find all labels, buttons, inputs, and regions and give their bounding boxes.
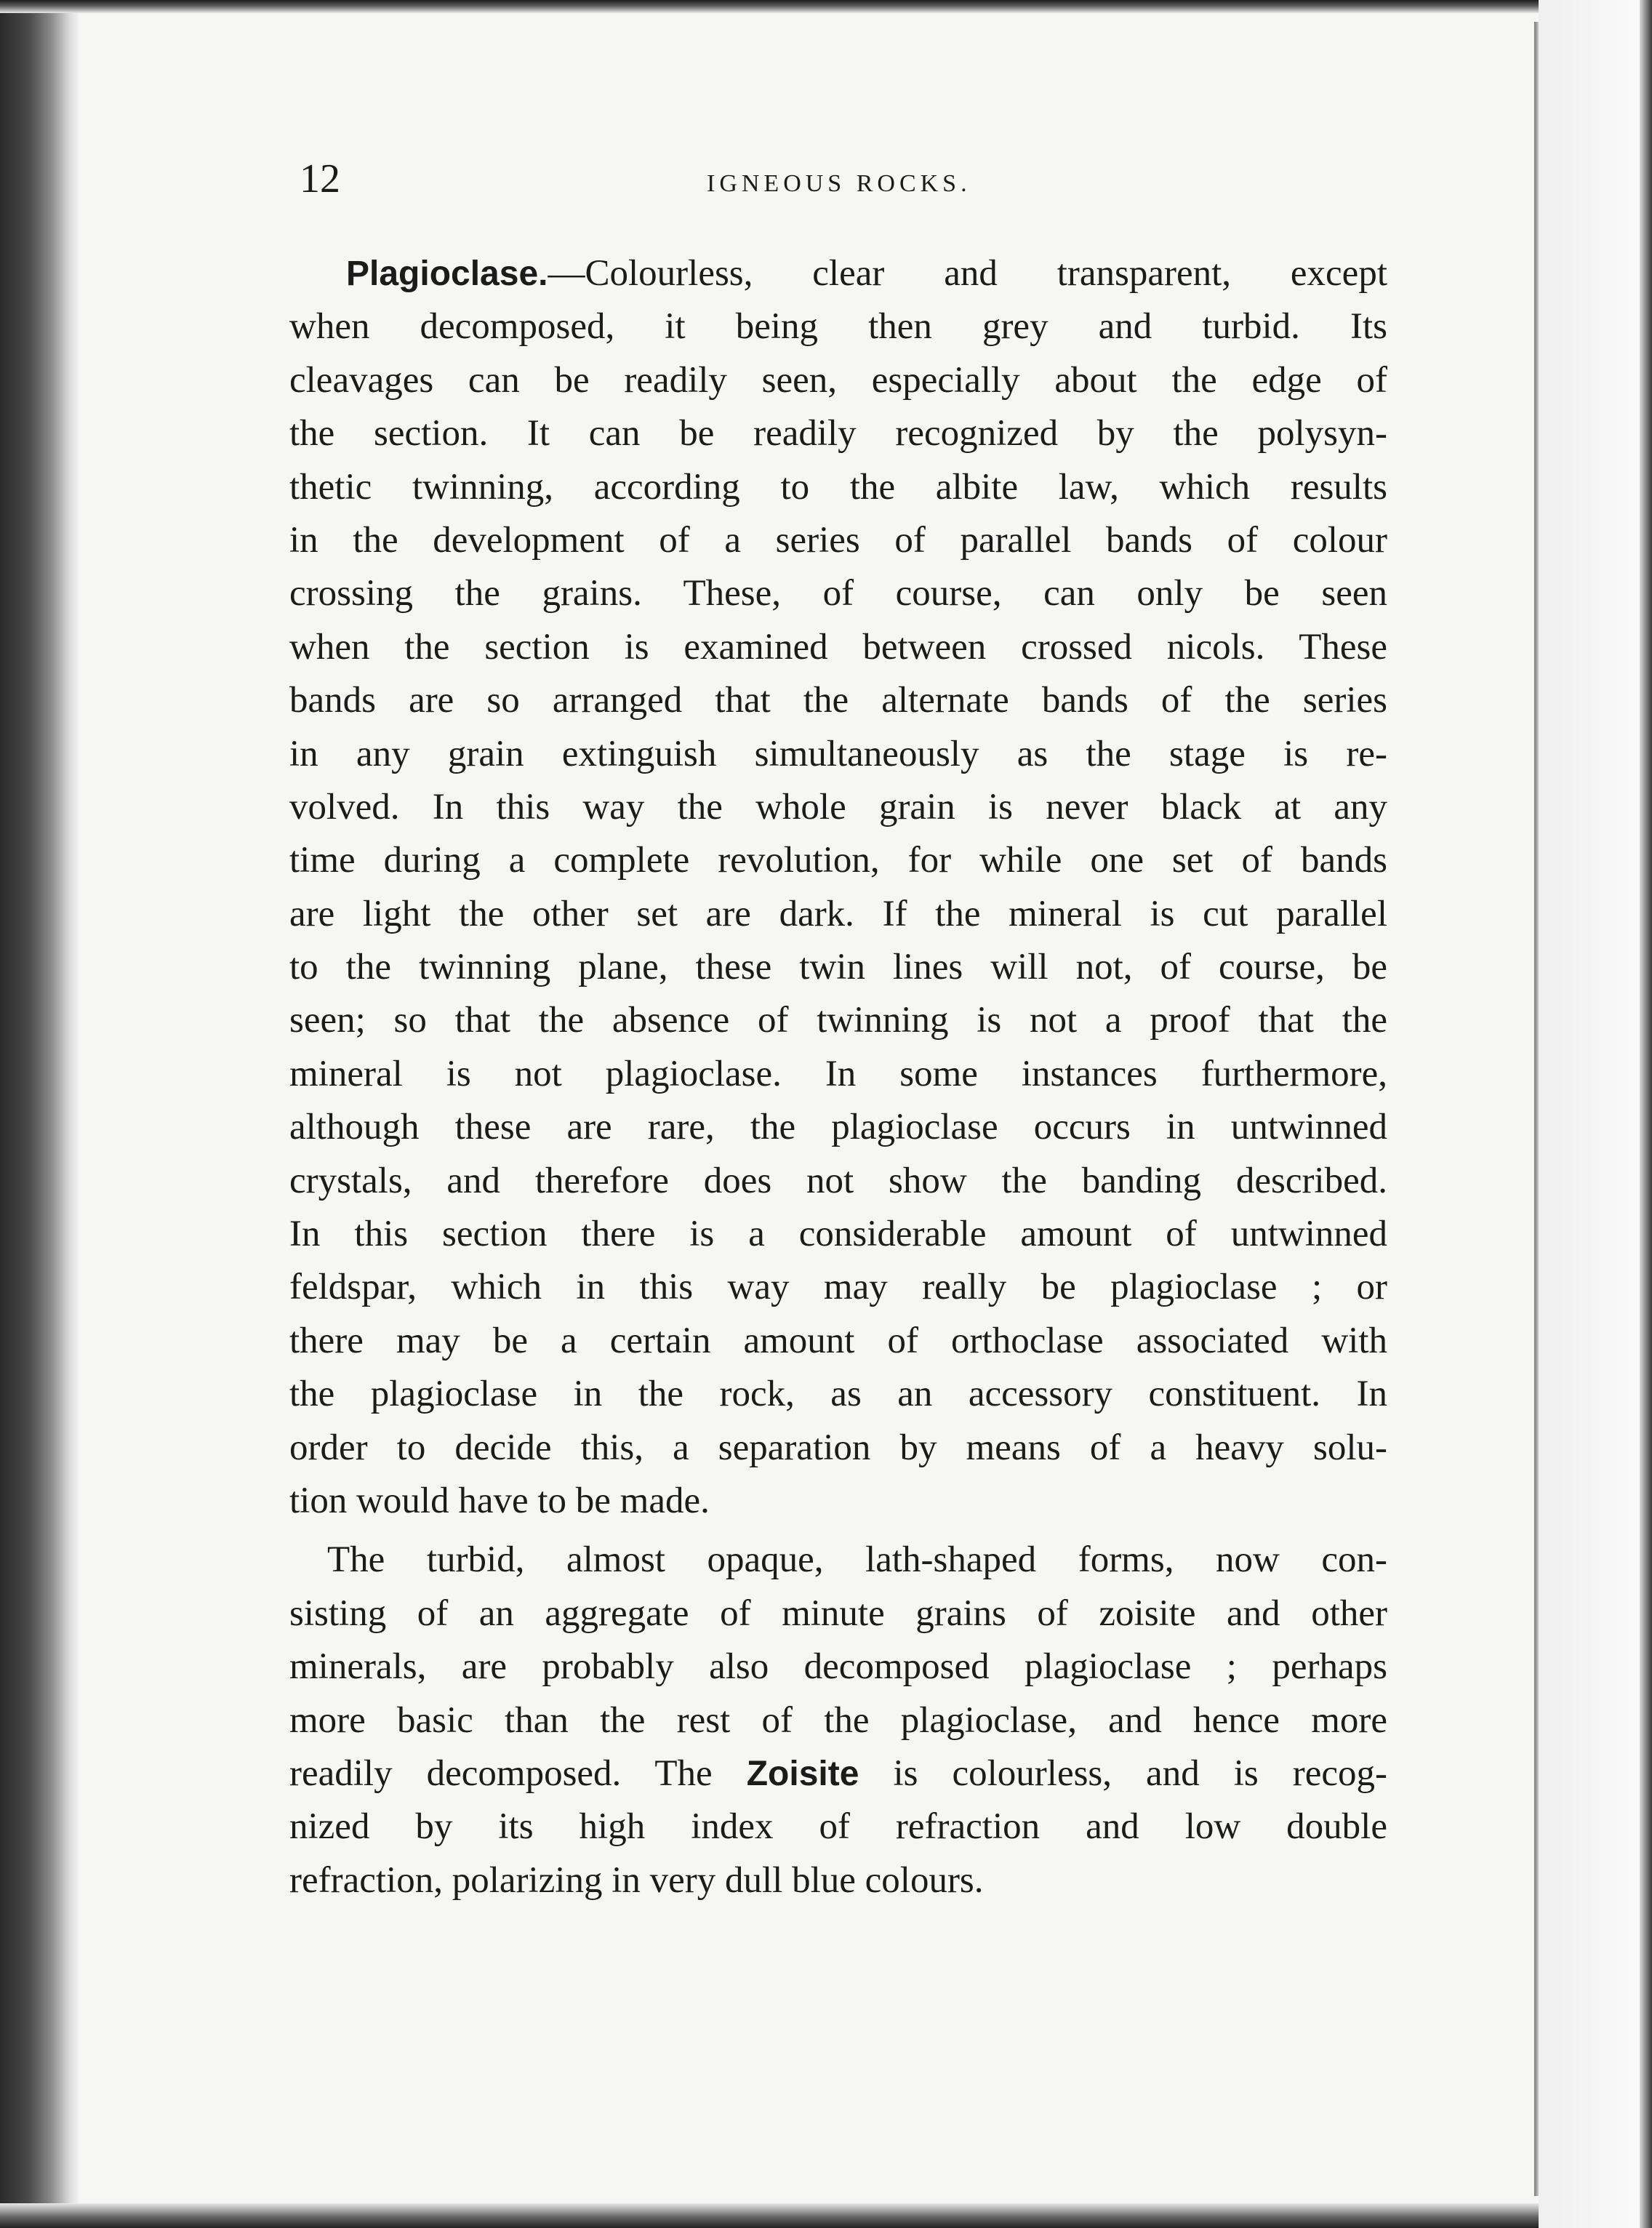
text-line: nized by its high index of refraction and low double — [289, 1806, 1387, 1848]
text-line: feldspar, which in this way may really be plagioclase ; or — [289, 1267, 1387, 1308]
text-line: mineral is not plagioclase. In some instances furthermore, — [289, 1053, 1387, 1094]
text-line: when the section is examined between crossed nicols. These — [289, 626, 1387, 668]
paragraph-zoisite — [289, 1534, 1387, 1907]
text-line: when decomposed, it being then grey and turbid. Its — [289, 306, 1387, 348]
text-line: refraction, polarizing in very dull blue colours. — [289, 1859, 984, 1901]
text-line: In this section there is a considerable amount of untwinned — [289, 1214, 1387, 1255]
text-line: sisting of an aggregate of minute grains of zoisite and other — [289, 1592, 1387, 1634]
page-text — [289, 247, 1387, 1907]
text-line: the section. It can be readily recognized by the polysyn- — [289, 413, 1387, 454]
text-line: the plagioclase in the rock, as an accessory constituent. In — [289, 1374, 1387, 1415]
text-line: cleavages can be readily seen, especially about the edge of — [289, 359, 1387, 401]
text-line: seen; so that the absence of twinning is not a proof that the — [289, 1000, 1387, 1041]
text-line: crystals, and therefore does not show the banding described. — [289, 1160, 1387, 1201]
text-line: tion would have to be made. — [289, 1480, 710, 1521]
text-line: time during a complete revolution, for while one set of bands — [289, 840, 1387, 881]
text-line: to the twinning plane, these twin lines will not, of course, be — [289, 947, 1387, 988]
adjacent-page-strip — [1539, 0, 1652, 2228]
paragraph-plagioclase — [289, 247, 1387, 1528]
text-line: The turbid, almost opaque, lath-shaped forms, now con- — [327, 1539, 1387, 1581]
right-scan-edge — [1640, 0, 1652, 2228]
page-number: 12 — [300, 156, 340, 201]
text-line: are light the other set are dark. If the mineral is cut parallel — [289, 893, 1387, 934]
text-line: volved. In this way the whole grain is never black at any — [289, 786, 1387, 828]
text-line: order to decide this, a separation by means of a heavy solu- — [289, 1427, 1387, 1468]
text-line: there may be a certain amount of orthoclase associated with — [289, 1320, 1387, 1361]
term-zoisite: Zoisite — [746, 1754, 859, 1793]
text-line: although these are rare, the plagioclase occurs in untwinned — [289, 1107, 1387, 1148]
text-line: thetic twinning, according to the albite law, which results — [289, 466, 1387, 508]
running-header — [300, 156, 1390, 214]
text-line: minerals, are probably also decomposed plagioclase ; perhaps — [289, 1646, 1387, 1688]
text-line: in the development of a series of parallel bands of colour — [289, 519, 1387, 561]
book-binding-shadow — [0, 0, 79, 2228]
text-line: in any grain extinguish simultaneously as the stage is re- — [289, 733, 1387, 774]
top-scan-edge — [0, 0, 1652, 13]
text-line: bands are so arranged that the alternate bands of the series — [289, 680, 1387, 721]
text-line: readily decomposed. The Zoisite is colourless, and is recog- — [289, 1752, 1387, 1794]
text-line: Plagioclase.—Colourless, clear and transparent, except — [346, 253, 1387, 294]
page-fold-line — [1534, 22, 1539, 2196]
term-heading: Plagioclase. — [346, 255, 548, 293]
text-line: crossing the grains. These, of course, can only be seen — [289, 573, 1387, 614]
running-title: IGNEOUS ROCKS. — [707, 170, 971, 197]
bottom-scan-edge — [0, 2203, 1652, 2228]
text-line: more basic than the rest of the plagioclase, and hence more — [289, 1699, 1387, 1741]
